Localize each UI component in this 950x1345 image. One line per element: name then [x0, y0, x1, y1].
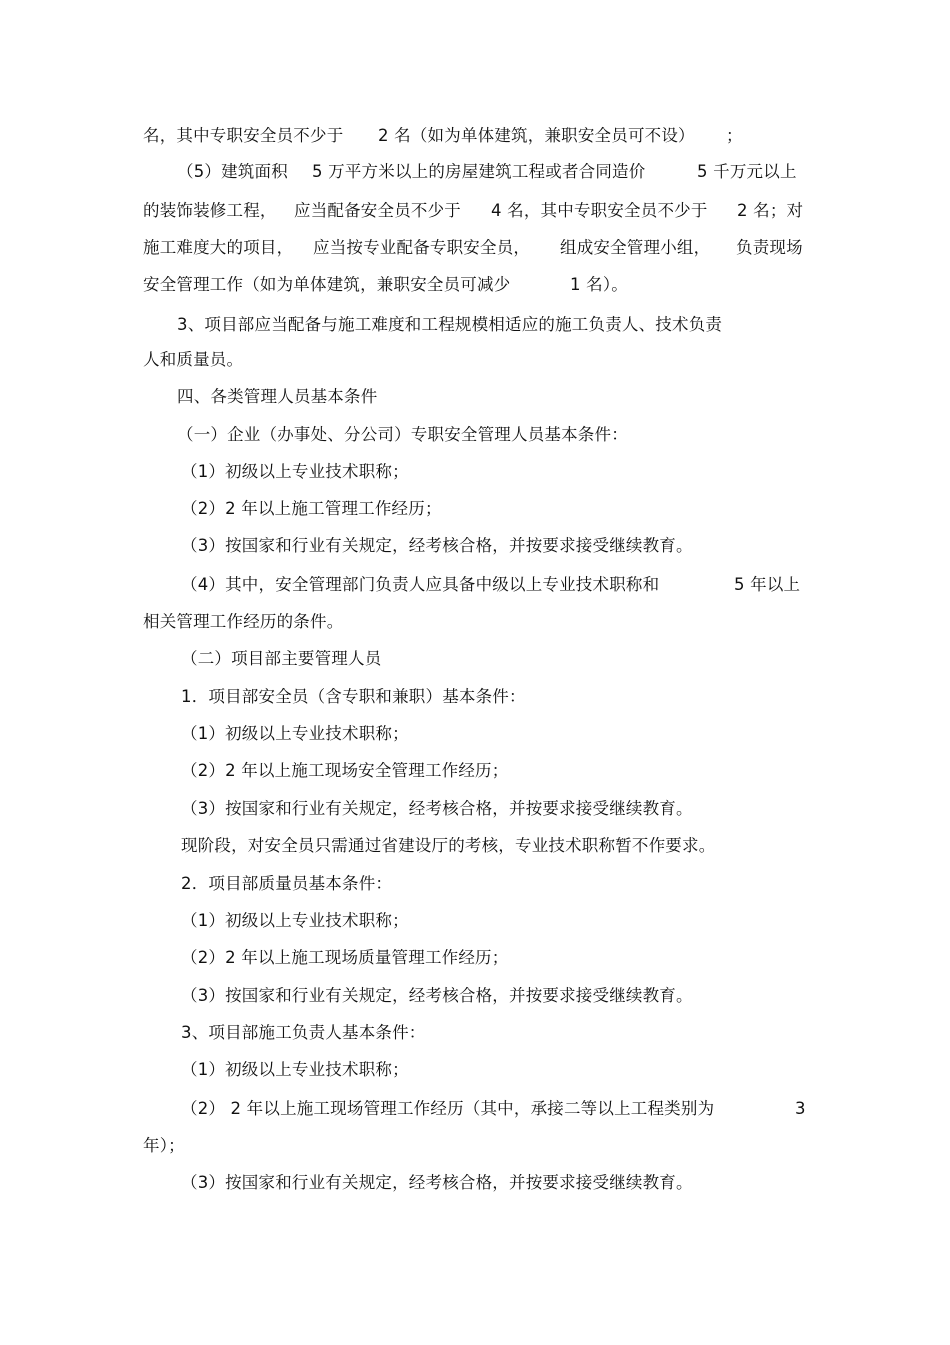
list-item: （2）2 年以上施工现场质量管理工作经历； [181, 948, 509, 967]
list-item: （3）按国家和行业有关规定，经考核合格，并按要求接受继续教育。 [181, 536, 693, 555]
list-item: （3）按国家和行业有关规定，经考核合格，并按要求接受继续教育。 [181, 1173, 693, 1192]
subsection-heading: 2．项目部质量员基本条件： [181, 874, 393, 893]
text-line: 施工难度大的项目， [143, 238, 294, 257]
text-line: 3、项目部应当配备与施工难度和工程规模相适应的施工负责人、技术负责 [177, 315, 723, 334]
list-item: （3）按国家和行业有关规定，经考核合格，并按要求接受继续教育。 [181, 986, 693, 1005]
text-line-segment: 组成安全管理小组， [560, 238, 711, 257]
subsection-heading: （一）企业（办事处、分公司）专职安全管理人员基本条件： [177, 425, 628, 444]
text-line: 现阶段，对安全员只需通过省建设厅的考核，专业技术职称暂不作要求。 [181, 836, 716, 855]
list-item: （1）初级以上专业技术职称； [181, 724, 409, 743]
subsection-heading: 3、项目部施工负责人基本条件： [181, 1023, 426, 1042]
text-line-segment: 2 名（如为单体建筑，兼职安全员可不设） [378, 126, 695, 145]
text-line-segment: 应当按专业配备专职安全员， [313, 238, 531, 257]
list-item: （1）初级以上专业技术职称； [181, 462, 409, 481]
text-line: 年）； [143, 1136, 185, 1155]
text-line-segment: 1 名）。 [570, 275, 628, 294]
section-heading: 四、各类管理人员基本条件 [177, 387, 378, 406]
text-line: 人和质量员。 [143, 350, 244, 369]
text-line-segment: 5 千万元以上 [697, 162, 797, 181]
text-line: 安全管理工作（如为单体建筑，兼职安全员可减少 [143, 275, 511, 294]
text-line: 的装饰装修工程， [143, 201, 277, 220]
subsection-heading: （二）项目部主要管理人员 [181, 649, 382, 668]
list-item: （1）初级以上专业技术职称； [181, 1060, 409, 1079]
text-line-segment: 应当配备安全员不少于 [294, 201, 461, 220]
text-line-segment: 2 名；对 [737, 201, 804, 220]
list-item: （2）2 年以上施工现场安全管理工作经历； [181, 761, 509, 780]
list-item: （4）其中，安全管理部门负责人应具备中级以上专业技术职称和 [181, 575, 660, 594]
text-line: 相关管理工作经历的条件。 [143, 612, 344, 631]
text-line-segment: 4 名，其中专职安全员不少于 [491, 201, 708, 220]
text-line-segment: 5 万平方米以上的房屋建筑工程或者合同造价 [312, 162, 646, 181]
list-item: （2） 2 年以上施工现场管理工作经历（其中，承接二等以上工程类别为 [181, 1099, 715, 1118]
text-line-segment: ； [726, 126, 743, 145]
text-line-segment: 5 年以上 [734, 575, 801, 594]
text-line: 名，其中专职安全员不少于 [143, 126, 344, 145]
subsection-heading: 1．项目部安全员（含专职和兼职）基本条件： [181, 687, 526, 706]
text-line-segment: 负责现场 [736, 238, 803, 257]
list-item: （3）按国家和行业有关规定，经考核合格，并按要求接受继续教育。 [181, 799, 693, 818]
text-line-segment: 3 [795, 1099, 806, 1118]
list-item: （1）初级以上专业技术职称； [181, 911, 409, 930]
list-item: （2）2 年以上施工管理工作经历； [181, 499, 442, 518]
text-line: （5）建筑面积 [177, 162, 288, 181]
